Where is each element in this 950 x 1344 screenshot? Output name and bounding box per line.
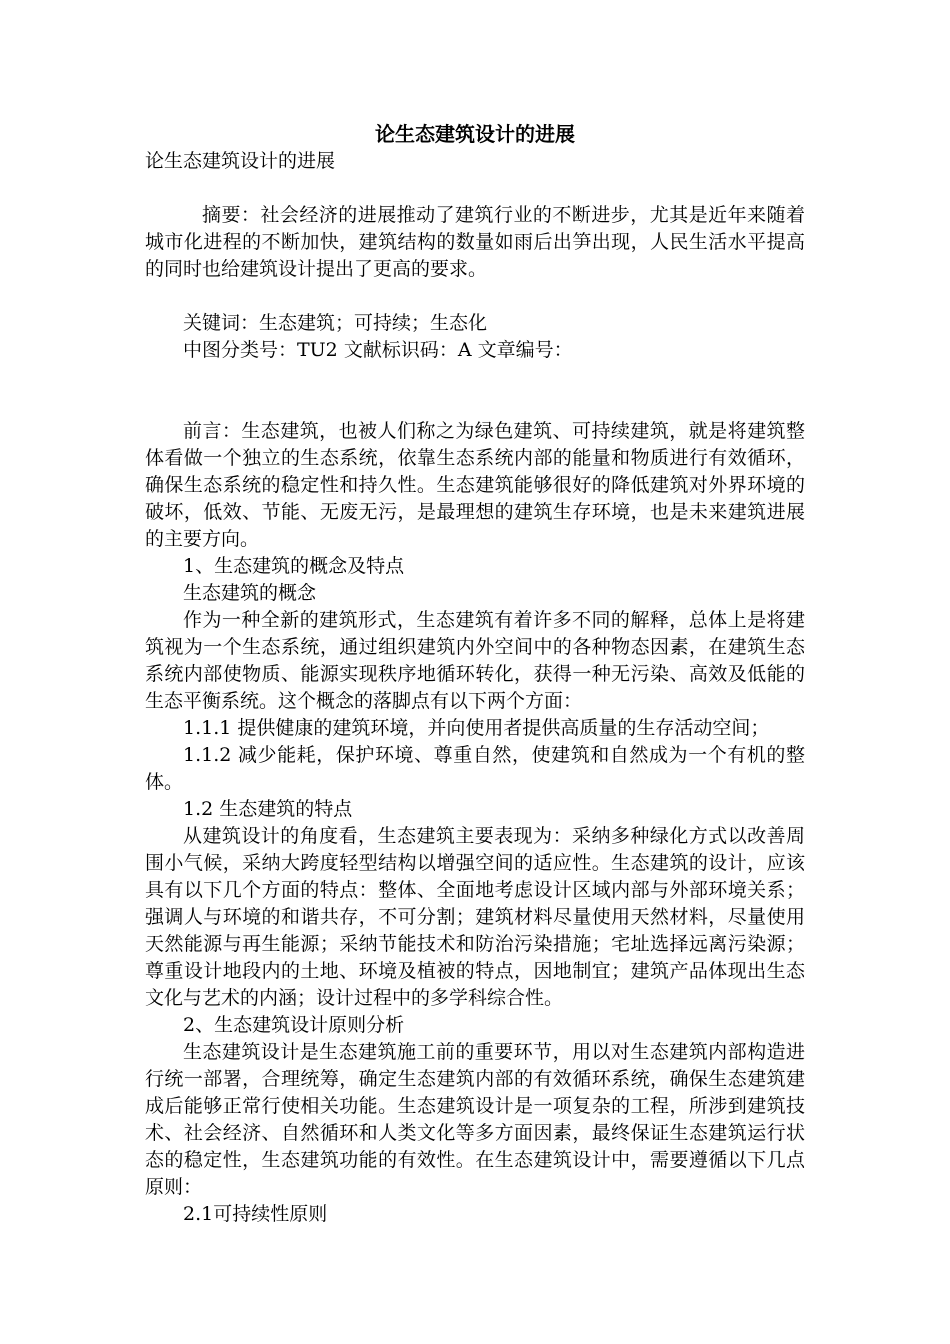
section-1-1-body: 作为一种全新的建筑形式，生态建筑有着许多不同的解释，总体上是将建筑视为一个生态系统，通过组织建筑内外空间中的各种物态因素，在建筑生态系统内部使物质、能源实现秩序地循环转化，获得一种无污染、高效及低能的生态平衡系统。这个概念的落脚点有以下两个方面： bbox=[145, 609, 805, 712]
section-1-heading: 1、生态建筑的概念及特点 bbox=[183, 555, 405, 577]
section-2-1-heading: 2.1可持续性原则 bbox=[183, 1203, 328, 1225]
document-page bbox=[145, 120, 805, 1228]
classification-line: 中图分类号：TU2 文献标识码：A 文章编号： bbox=[183, 339, 573, 361]
preface-paragraph: 前言：生态建筑，也被人们称之为绿色建筑、可持续建筑，就是将建筑整体看做一个独立的生态系统，依靠生态系统内部的能量和物质进行有效循环，确保生态系统的稳定性和持久性。生态建筑能够很好的降低建筑对外界环境的破坏，低效、节能、无废无污，是最理想的建筑生存环境，也是未来建筑进展的主要方向。 bbox=[145, 420, 805, 550]
spacer bbox=[145, 283, 805, 310]
section-1-2-body: 从建筑设计的角度看，生态建筑主要表现为：采纳多种绿化方式以改善周围小气候，采纳大跨度轻型结构以增强空间的适应性。生态建筑的设计，应该具有以下几个方面的特点：整体、全面地考虑设计区域内部与外部环境关系；强调人与环境的和谐共存，不可分割；建筑材料尽量使用天然材料，尽量使用天然能源与再生能源；采纳节能技术和防治污染措施；宅址选择远离污染源；尊重设计地段内的土地、环境及植被的特点，因地制宜；建筑产品体现出生态文化与艺术的内涵；设计过程中的多学科综合性。 bbox=[145, 825, 805, 1009]
document-subtitle: 论生态建筑设计的进展 bbox=[145, 150, 336, 172]
section-2-body: 生态建筑设计是生态建筑施工前的重要环节，用以对生态建筑内部构造进行统一部署，合理统筹，确定生态建筑内部的有效循环系统，确保生态建筑建成后能够正常行使相关功能。生态建筑设计是一项复杂的工程，所涉到建筑技术、社会经济、自然循环和人类文化等多方面因素，最终保证生态建筑运行状态的稳定性，生态建筑功能的有效性。在生态建筑设计中，需要遵循以下几点原则： bbox=[145, 1041, 805, 1198]
keywords-line: 关键词：生态建筑；可持续；生态化 bbox=[183, 312, 488, 334]
spacer bbox=[145, 364, 805, 418]
spacer bbox=[145, 175, 805, 202]
abstract-paragraph: 摘要：社会经济的进展推动了建筑行业的不断进步，尤其是近年来随着城市化进程的不断加快，建筑结构的数量如雨后出笋出现，人民生活水平提高的同时也给建筑设计提出了更高的要求。 bbox=[145, 204, 805, 280]
document-title: 论生态建筑设计的进展 bbox=[375, 122, 575, 146]
section-1-2-heading: 1.2 生态建筑的特点 bbox=[183, 798, 353, 820]
point-1-1-2: 1.1.2 减少能耗，保护环境、尊重自然，使建筑和自然成为一个有机的整体。 bbox=[145, 744, 805, 793]
section-2-heading: 2、生态建筑设计原则分析 bbox=[183, 1014, 405, 1036]
section-1-1-heading: 生态建筑的概念 bbox=[183, 582, 317, 604]
point-1-1-1: 1.1.1 提供健康的建筑环境，并向使用者提供高质量的生存活动空间； bbox=[183, 717, 770, 739]
